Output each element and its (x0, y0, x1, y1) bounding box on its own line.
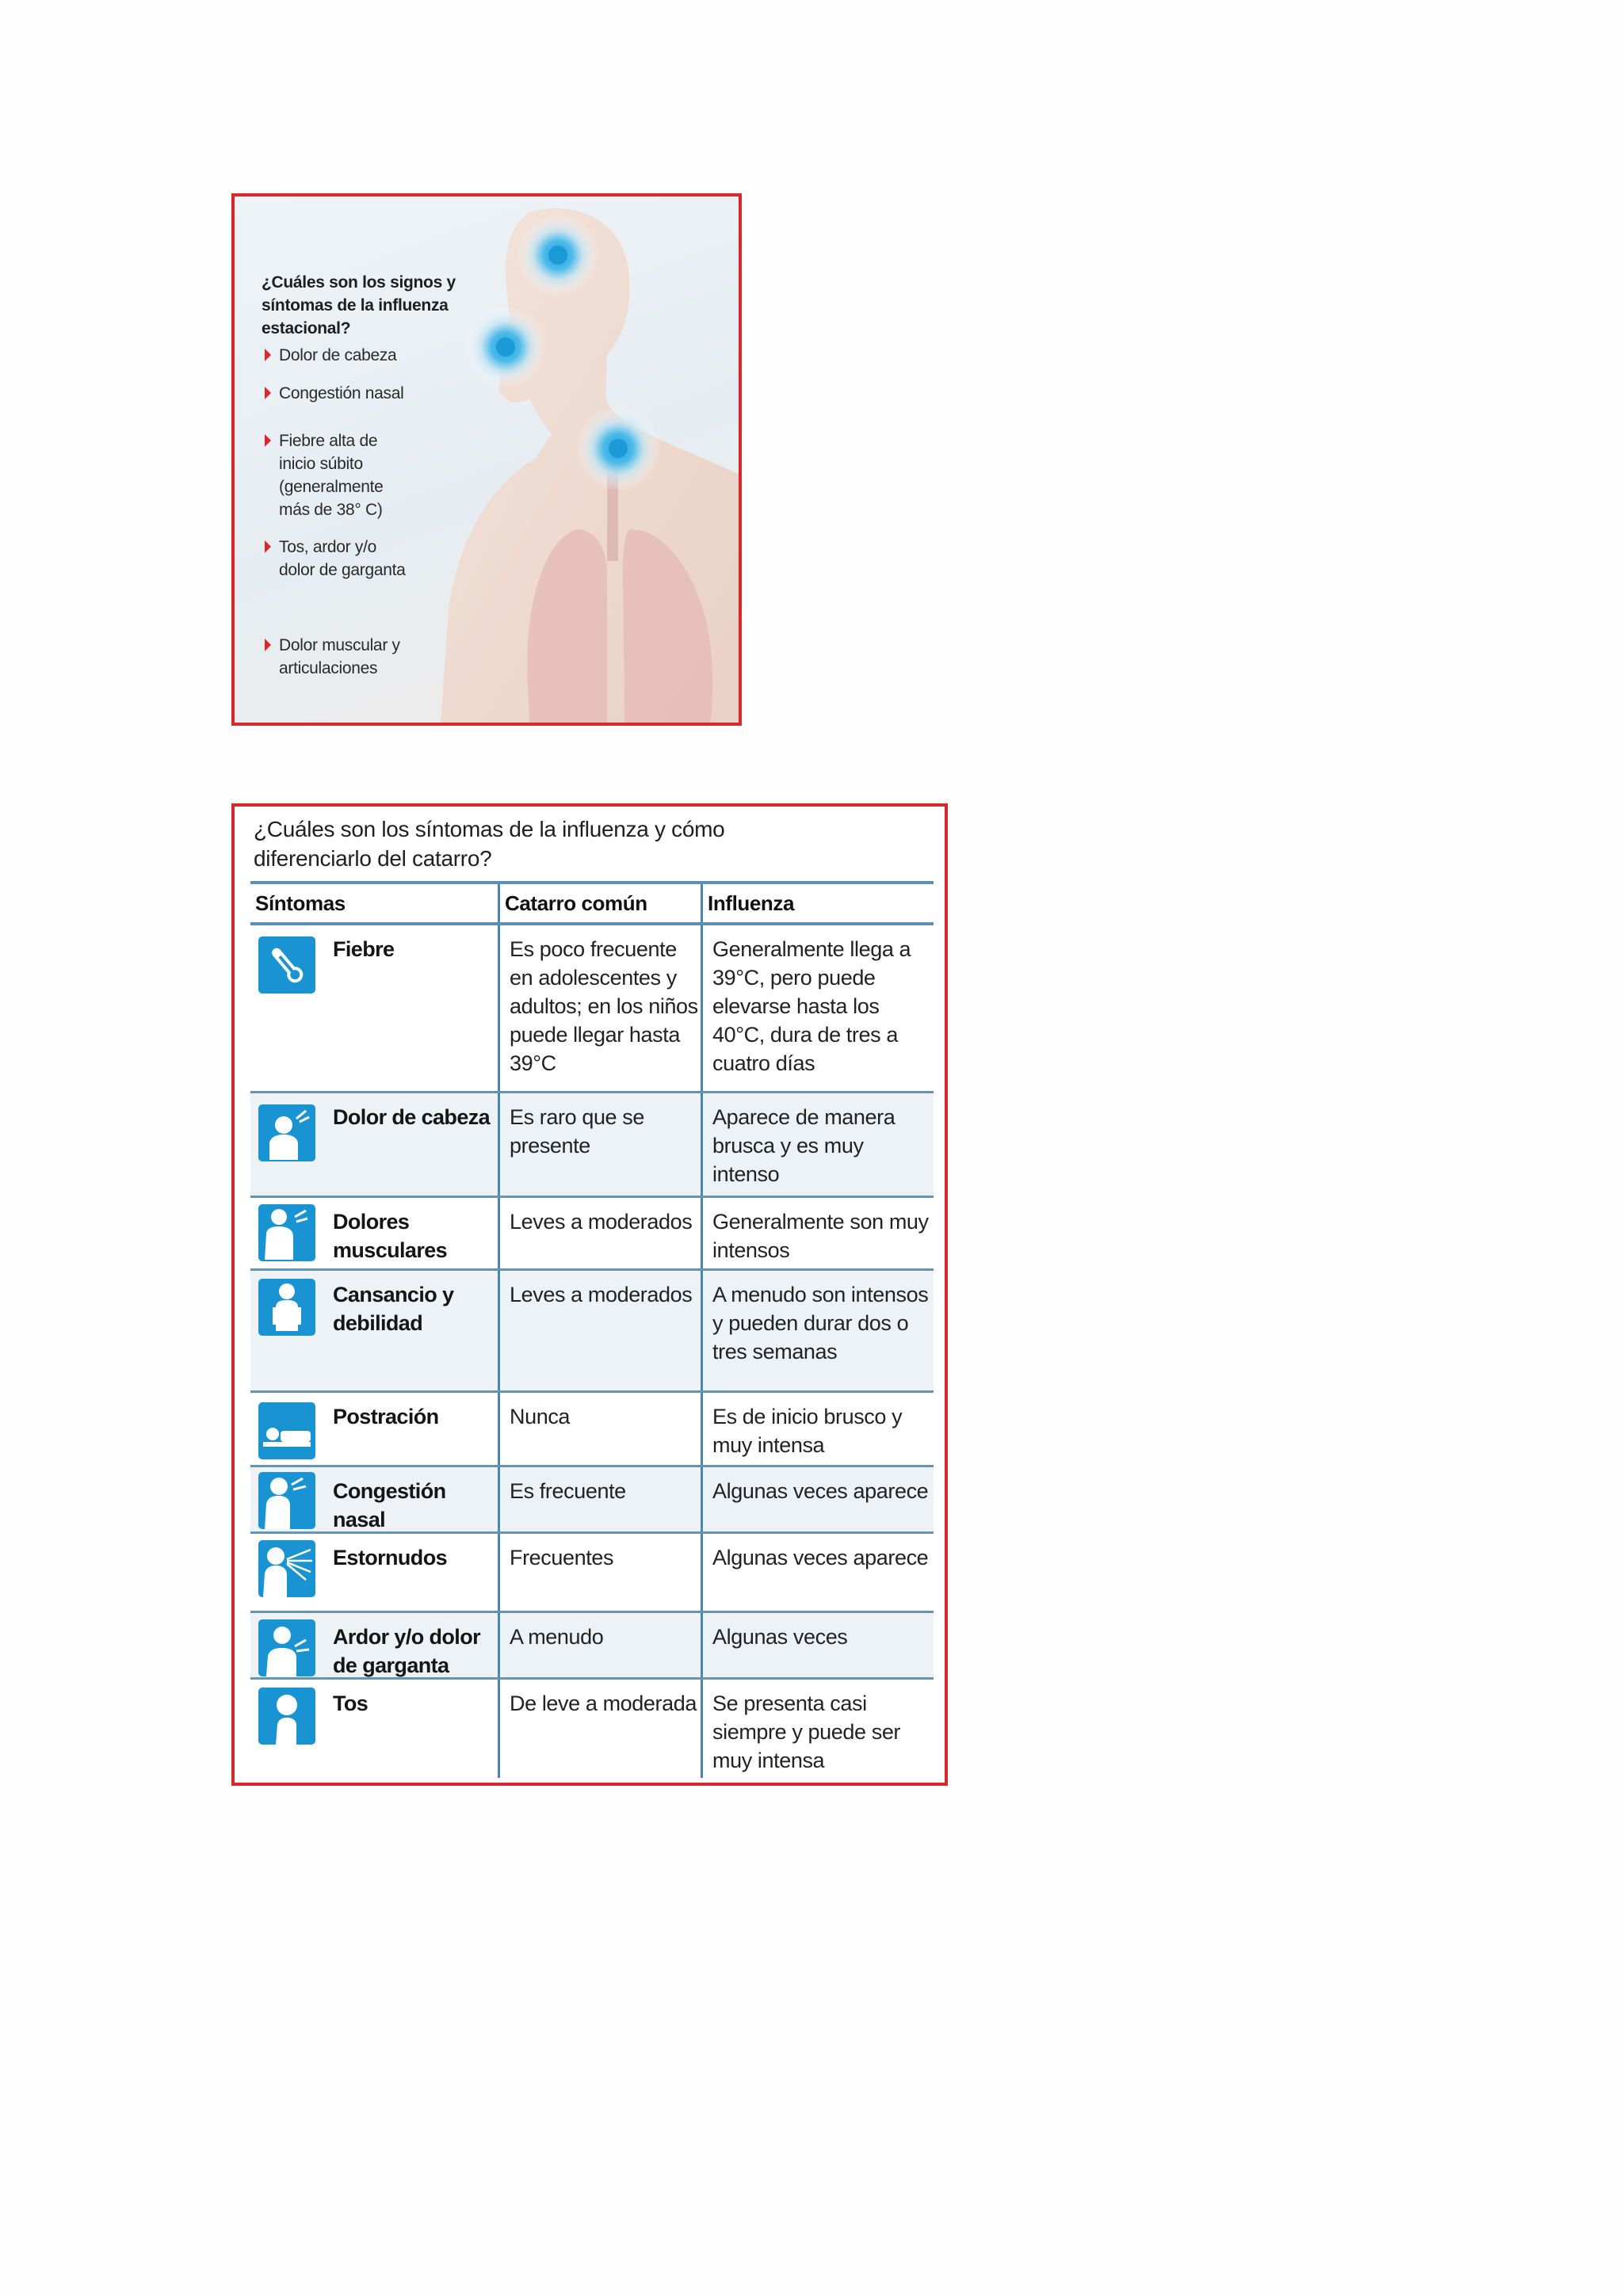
symptom-name: Dolor de cabeza (333, 1105, 491, 1129)
table-row (250, 925, 934, 1093)
catarro-cell: Frecuentes (498, 1534, 701, 1611)
table-row (250, 1467, 934, 1534)
header-catarro: Catarro común (498, 884, 701, 922)
symptom-name: Congestión nasal (333, 1479, 446, 1531)
table-row (250, 1534, 934, 1613)
sore-throat-icon (258, 1619, 315, 1676)
thermometer-icon (258, 936, 315, 994)
table-row (250, 1613, 934, 1680)
table-title: ¿Cuáles son los síntomas de la influenza y cómo diferenciarlo del catarro? (254, 817, 725, 871)
catarro-cell: Es frecuente (498, 1467, 701, 1531)
table-header-row (250, 881, 934, 925)
catarro-cell: De leve a moderada (498, 1680, 701, 1778)
influenza-cell: Generalmente son muy intensos (701, 1198, 934, 1268)
symptom-name: Dolores musculares (333, 1210, 448, 1262)
muscle-pain-icon (258, 1204, 315, 1261)
infographic-item: Tos, ardor y/o dolor de garganta (262, 536, 406, 582)
cough-icon (258, 1688, 315, 1745)
table-grid (250, 881, 934, 1778)
table-row (250, 1271, 934, 1393)
influenza-signs-infographic (231, 193, 742, 726)
influenza-cell: Algunas veces aparece (701, 1467, 934, 1531)
symptom-name: Fiebre (333, 937, 395, 961)
catarro-cell: A menudo (498, 1613, 701, 1677)
infographic-item: Congestión nasal (262, 382, 461, 405)
influenza-cell: Generalmente llega a 39°C, pero puede elevarse hasta los 40°C, dura de tres a cuatro días (701, 925, 934, 1091)
influenza-cell: A menudo son intensos y pueden durar dos o tres semanas (701, 1271, 934, 1390)
influenza-cell: Algunas veces (701, 1613, 934, 1677)
symptom-name: Postración (333, 1405, 439, 1428)
bullet-icon (263, 434, 271, 447)
symptom-name: Ardor y/o dolor de garganta (333, 1625, 480, 1677)
catarro-cell: Es poco frecuente en adolescentes y adultos; en los niños puede llegar hasta 39°C (498, 925, 701, 1091)
bullet-icon (263, 540, 271, 553)
infographic-title: ¿Cuáles son los signos y síntomas de la influenza estacional? (262, 273, 456, 338)
symptom-name: Estornudos (333, 1546, 448, 1569)
influenza-cell: Es de inicio brusco y muy intensa (701, 1393, 934, 1465)
symptom-name: Tos (333, 1691, 369, 1715)
catarro-cell: Leves a moderados (498, 1198, 701, 1268)
influenza-cell: Algunas veces aparece (701, 1534, 934, 1611)
table-row (250, 1093, 934, 1198)
header-sintomas: Síntomas (255, 891, 346, 915)
catarro-cell: Leves a moderados (498, 1271, 701, 1390)
bullet-icon (263, 349, 271, 361)
catarro-cell: Es raro que se presente (498, 1093, 701, 1196)
fatigue-icon (258, 1279, 315, 1336)
prostration-icon (258, 1402, 315, 1459)
header-influenza: Influenza (701, 884, 934, 922)
catarro-cell: Nunca (498, 1393, 701, 1465)
influenza-cell: Aparece de manera brusca y es muy intenso (701, 1093, 934, 1196)
symptoms-comparison-table (231, 803, 948, 1786)
headache-icon (258, 1104, 315, 1161)
nasal-congestion-icon (258, 1472, 315, 1529)
symptom-name: Cansancio y debilidad (333, 1283, 454, 1335)
bullet-icon (263, 639, 271, 651)
infographic-item: Dolor de cabeza (262, 344, 461, 367)
sneeze-icon (258, 1540, 315, 1597)
infographic-item: Fiebre alta de inicio súbito (generalmente más de 38° C) (262, 429, 406, 521)
influenza-cell: Se presenta casi siempre y puede ser muy intensa (701, 1680, 934, 1778)
table-row (250, 1680, 934, 1778)
bullet-icon (263, 387, 271, 399)
table-row (250, 1198, 934, 1271)
table-row (250, 1393, 934, 1467)
infographic-item: Dolor muscular y articulaciones (262, 634, 437, 680)
